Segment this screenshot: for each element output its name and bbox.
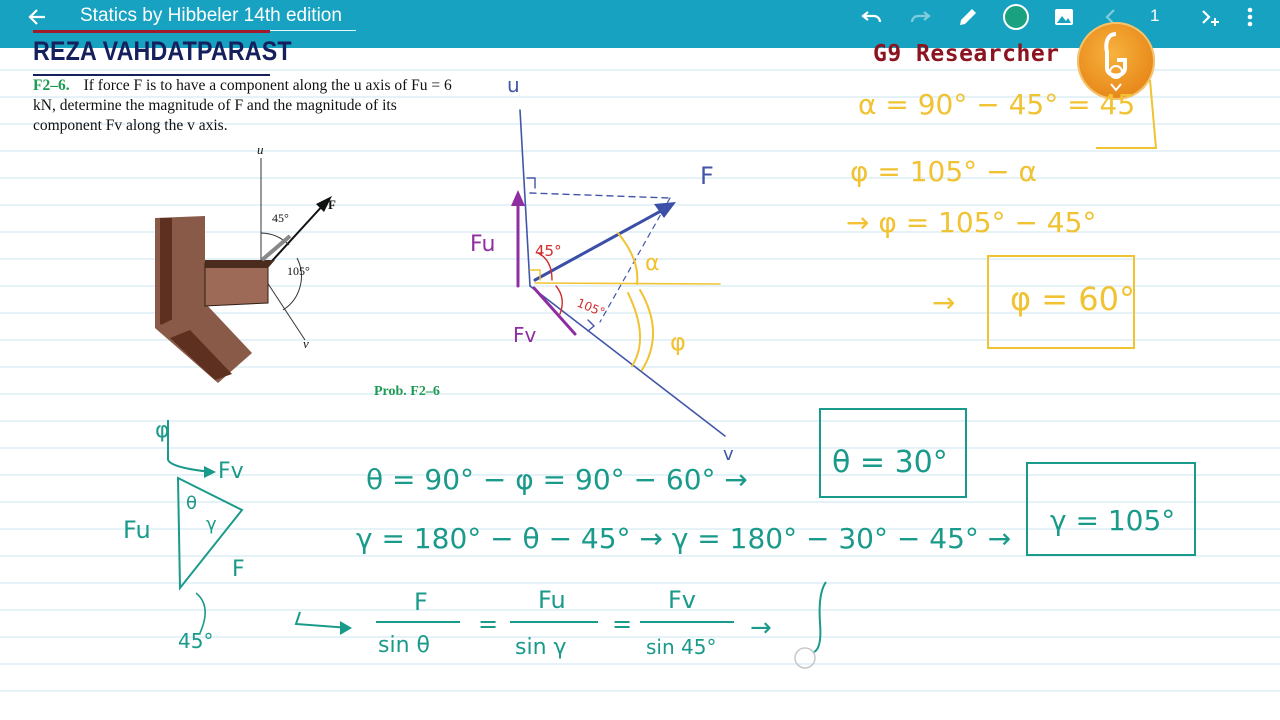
page-number: 1: [1150, 6, 1160, 25]
sines-sin-gamma: sin γ: [515, 635, 567, 660]
gamma-equation: γ = 180° − θ − 45° → γ = 180° − 30° − 45° →: [356, 522, 1012, 555]
phi-result: φ = 60°: [1010, 280, 1135, 318]
pen-icon: [956, 5, 980, 29]
equals-2: =: [612, 610, 633, 638]
problem-number: F2–6.: [33, 77, 70, 94]
green-equations: [123, 409, 1195, 668]
figure-caption: Prob. F2–6: [374, 384, 440, 399]
figure-angle-105: 105°: [287, 264, 310, 278]
problem-text: If force F is to have a component along the u axis of Fu = 6 kN, determine the magnitude of F and the magnitude of its component Fv along the v axis.: [33, 77, 452, 134]
figure-u-label: u: [257, 142, 264, 157]
alpha-equation: α = 90° − 45° = 45: [858, 88, 1136, 121]
diagram-v-label: v: [723, 444, 734, 465]
diagram-f-label: F: [700, 162, 714, 190]
triangle-f: F: [232, 557, 245, 582]
redo-icon: [908, 5, 932, 29]
add-page-icon: [1199, 5, 1223, 29]
back-arrow-icon: [26, 6, 48, 28]
undo-button[interactable]: [858, 0, 886, 34]
triangle-fu: Fu: [123, 516, 151, 544]
undo-icon: [860, 5, 884, 29]
image-icon: [1053, 6, 1075, 28]
triangle-phi: φ: [155, 418, 170, 443]
diagram-angle-45: 45°: [535, 242, 562, 260]
phi-substitution: → φ = 105° − 45°: [846, 206, 1097, 239]
triangle-fv: Fv: [218, 459, 244, 484]
author-name: REZA VAHDATPARAST: [33, 36, 292, 66]
theta-equation: θ = 90° − φ = 90° − 60° →: [366, 463, 748, 496]
phi-arrow: →: [932, 286, 956, 319]
sines-fu: Fu: [538, 586, 566, 614]
insert-image-button[interactable]: [1050, 0, 1078, 34]
sines-f: F: [414, 588, 428, 616]
triangle-gamma: γ: [206, 514, 217, 535]
yellow-equations: [846, 80, 1156, 348]
brand-name: G9 Researcher: [873, 41, 1060, 67]
pen-button[interactable]: [954, 0, 982, 34]
color-button[interactable]: [1002, 0, 1030, 34]
handwritten-notes: [0, 48, 1280, 720]
theta-result: θ = 30°: [832, 445, 948, 480]
sines-sin-45: sin 45°: [646, 635, 717, 659]
figure-v-label: v: [303, 336, 309, 351]
triangle-theta: θ: [186, 493, 198, 514]
diagram-angle-105: 105°: [574, 295, 607, 320]
color-swatch-icon: [1003, 4, 1029, 30]
more-menu-icon: [1246, 6, 1254, 28]
eraser-cursor: [795, 648, 815, 668]
back-button[interactable]: [22, 0, 52, 34]
diagram-fv-label: Fv: [513, 323, 537, 347]
redo-button[interactable]: [906, 0, 934, 34]
diagram-alpha: α: [645, 251, 660, 276]
diagram-u-label: u: [507, 73, 520, 97]
figure-f-label: F: [328, 197, 336, 212]
more-menu-button[interactable]: [1238, 0, 1262, 34]
sines-sin-theta: sin θ: [378, 633, 430, 658]
diagram-fu-label: Fu: [470, 232, 496, 257]
sines-fv: Fv: [668, 586, 697, 614]
figure-angle-45: 45°: [272, 211, 289, 225]
diagram-labels: [470, 73, 734, 465]
notebook-title[interactable]: Statics by Hibbeler 14th edition: [80, 5, 342, 26]
gamma-result: γ = 105°: [1050, 504, 1176, 537]
notebook-page[interactable]: [0, 36, 1280, 720]
phi-equation: φ = 105° − α: [850, 155, 1037, 188]
author-top-bar: [33, 30, 270, 33]
add-page-button[interactable]: [1198, 0, 1224, 34]
sines-arrow: →: [750, 613, 772, 643]
equals-1: =: [478, 610, 499, 638]
diagram-phi: φ: [670, 328, 686, 356]
vector-diagram: [511, 110, 725, 436]
triangle-angle-45: 45°: [178, 629, 214, 653]
